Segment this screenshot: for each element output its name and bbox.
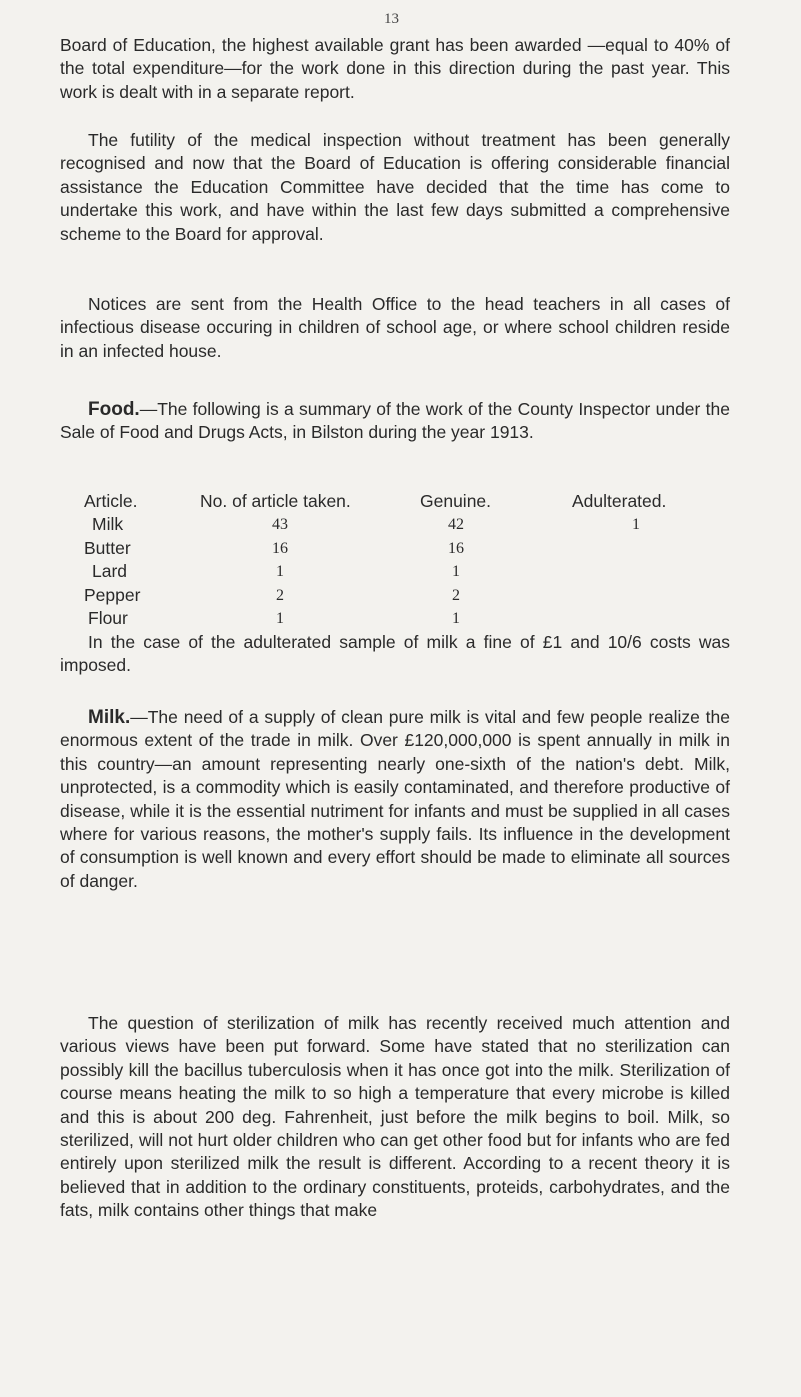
header-taken: No. of article taken. (200, 491, 351, 511)
genuine-cell: 1 (452, 563, 460, 581)
genuine-cell: 1 (452, 609, 460, 627)
page-number: 13 (384, 11, 399, 27)
table-row (84, 607, 724, 630)
article-cell: Lard (92, 561, 128, 582)
taken-cell: 1 (276, 563, 284, 581)
milk-text: —The need of a supply of clean pure milk is vital and few people realize the enormous extent of the trade in milk. Over £120,000,000 is spent annually in milk in this country—an amount representing nearly one-sixth of the nation's debt. Milk, unprotected, is a commodity which is easily contaminated, and therefore productive of disease, while it is the essential nutriment for infants and must be supplied in all cases where for various reasons, the mother's supply fails. Its influence in the development of consumption is well known and every effort should be made to eliminate all sources of danger. (60, 707, 730, 891)
table-header-row (84, 490, 724, 513)
paragraph-sterilization: The question of sterilization of milk has recently received much attention and various views have been put forward. Some have stated that no sterilization can possibly kill the bacillus tuberculosis when it has once got into the milk. Sterilization of course means heating the milk to so high a temperature that every microbe is killed and this is about 200 deg. Fahrenheit, just before the milk begins to boil. Milk, so sterilized, will not hurt older children who can get other food but for infants who are fed entirely upon sterilized milk the result is different. According to a recent theory it is believed that in addition to the ordinary constituents, proteids, carbohydrates, and the fats, milk contains other things that make (60, 1013, 730, 1221)
article-cell: Milk (92, 514, 124, 535)
table-row (84, 513, 724, 536)
article-cell: Flour (88, 607, 128, 628)
paragraph-milk (60, 706, 730, 893)
header-article: Article. (84, 491, 138, 511)
taken-cell: 2 (276, 586, 284, 604)
taken-cell: 1 (276, 609, 284, 627)
food-heading: Food. (88, 399, 140, 420)
paragraph-food (60, 398, 730, 445)
paragraph-notices: Notices are sent from the Health Office to the head teachers in all cases of infectious disease occuring in children of school age, or where school children reside in an infected house. (60, 294, 730, 361)
genuine-cell: 2 (452, 586, 460, 604)
paragraph-treatment: The futility of the medical inspection without treatment has been generally recognised and now that the Board of Education is offering considerable financial assistance the Education Committee have decided that the time has come to undertake this work, and have within the last few days submitted a comprehensive scheme to the Board for approval. (60, 130, 730, 244)
taken-cell: 43 (272, 516, 288, 534)
genuine-cell: 42 (448, 516, 464, 534)
article-cell: Butter (84, 537, 131, 558)
article-cell: Pepper (84, 584, 141, 605)
paragraph-grant: Board of Education, the highest available grant has been awarded —equal to 40% of the total expenditure—for the work done in this direction during the past year. This work is dealt with in a separate report. (60, 35, 730, 102)
food-table (84, 490, 724, 630)
table-row (84, 537, 724, 560)
milk-heading: Milk. (88, 707, 131, 728)
table-row (84, 560, 724, 583)
header-genuine: Genuine. (420, 491, 492, 511)
genuine-cell: 16 (448, 539, 464, 557)
food-intro: —The following is a summary of the work of the County Inspector under the Sale of Food and Drugs Acts, in Bilston during the year 1913. (60, 399, 730, 443)
table-row (84, 584, 724, 607)
paragraph-fine: In the case of the adulterated sample of milk a fine of £1 and 10/6 costs was imposed. (60, 632, 730, 676)
taken-cell: 16 (272, 539, 288, 557)
header-adulterated: Adulterated. (572, 491, 667, 511)
adulterated-cell: 1 (632, 516, 640, 534)
